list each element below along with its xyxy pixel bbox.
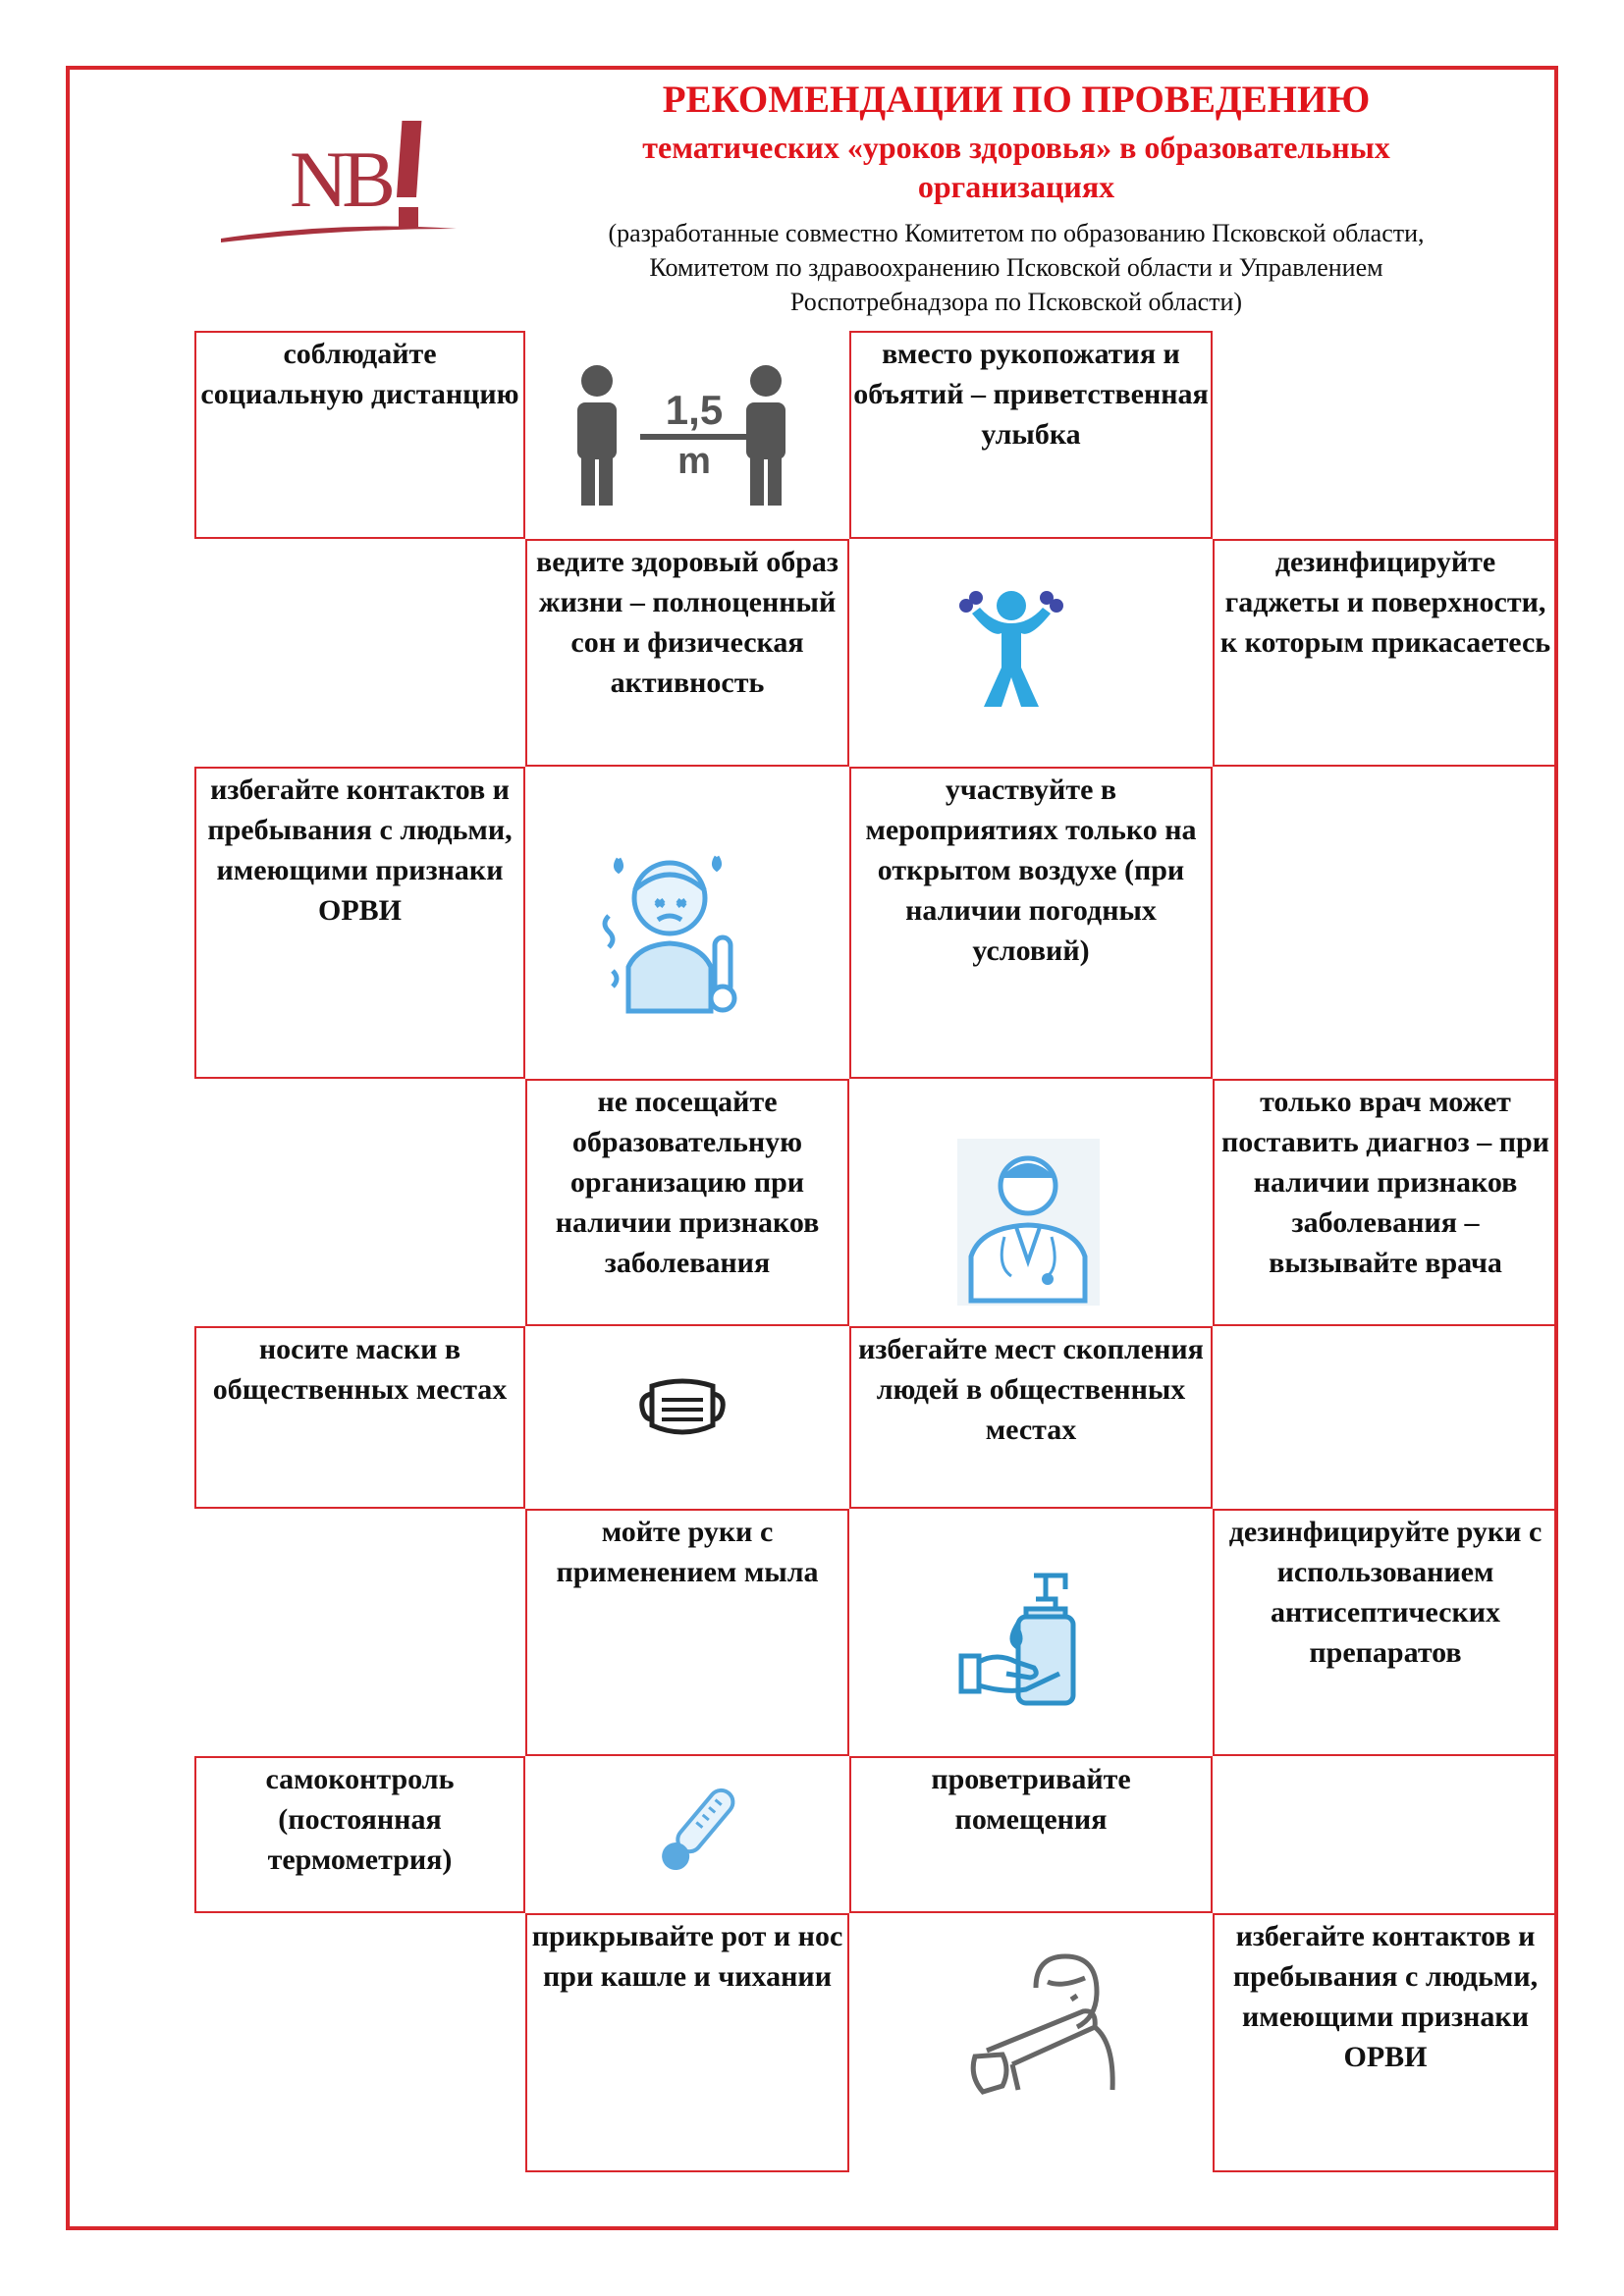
exercise-person-icon [952, 584, 1070, 712]
thermometer-icon [648, 1782, 746, 1880]
recommendation-text: участвуйте в мероприятиях только на открытом воздухе (при наличии погодных условий) [865, 774, 1197, 967]
page-subtitle: тематических «уроков здоровья» в образовательных организациях [642, 130, 1390, 204]
svg-text:1,5: 1,5 [665, 387, 724, 433]
face-mask-icon [638, 1374, 727, 1443]
recommendation-text: не посещайте образовательную организацию при наличии признаков заболевания [555, 1086, 820, 1279]
social-distance-icon [569, 363, 815, 506]
recommendation-text: прикрывайте рот и нос при кашле и чихании [531, 1920, 843, 1993]
recommendation-text: самоконтроль (постоянная термометрия) [265, 1763, 455, 1876]
recommendation-text: вместо рукопожатия и объятий – приветственная улыбка [853, 338, 1209, 451]
recommendation-text: мойте руки с применением мыла [556, 1516, 819, 1588]
cough-elbow-icon [967, 1949, 1134, 2096]
recommendation-text: только врач может поставить диагноз – при наличии признаков заболевания – вызывайте врача [1221, 1086, 1549, 1279]
doctor-icon [957, 1139, 1100, 1306]
page-title: РЕКОМЕНДАЦИИ ПО ПРОВЕДЕНИЮ [662, 79, 1371, 121]
recommendation-text: избегайте контактов и пребывания с людьми, имеющими признаки ОРВИ [1232, 1920, 1539, 2073]
recommendation-text: дезинфицируйте гаджеты и поверхности, к которым прикасаетесь [1219, 546, 1551, 659]
logo [221, 113, 457, 250]
recommendation-text: избегайте мест скопления людей в общественных местах [858, 1333, 1204, 1446]
recommendation-text: ведите здоровый образ жизни – полноценный сон и физическая активность [536, 546, 839, 699]
recommendation-text: избегайте контактов и пребывания с людьми, имеющими признаки ОРВИ [207, 774, 513, 927]
recommendation-text: дезинфицируйте руки с использованием антисептических препаратов [1228, 1516, 1543, 1669]
svg-text:m: m [677, 441, 711, 482]
recommendation-text: соблюдайте социальную дистанцию [200, 338, 519, 410]
organizations-note: (разработанные совместно Комитетом по образованию Псковской области, Комитетом по здравоохранению Псковской области и Управлением Роспотребнадзора по Псковской области) [608, 219, 1425, 316]
logo-icon [221, 113, 457, 250]
sick-person-icon [599, 839, 746, 1016]
recommendation-text: проветривайте помещения [931, 1763, 1131, 1836]
recommendation-text: носите маски в общественных местах [212, 1333, 508, 1406]
svg-text:NB: NB [290, 134, 390, 224]
soap-hand-icon [957, 1566, 1095, 1708]
